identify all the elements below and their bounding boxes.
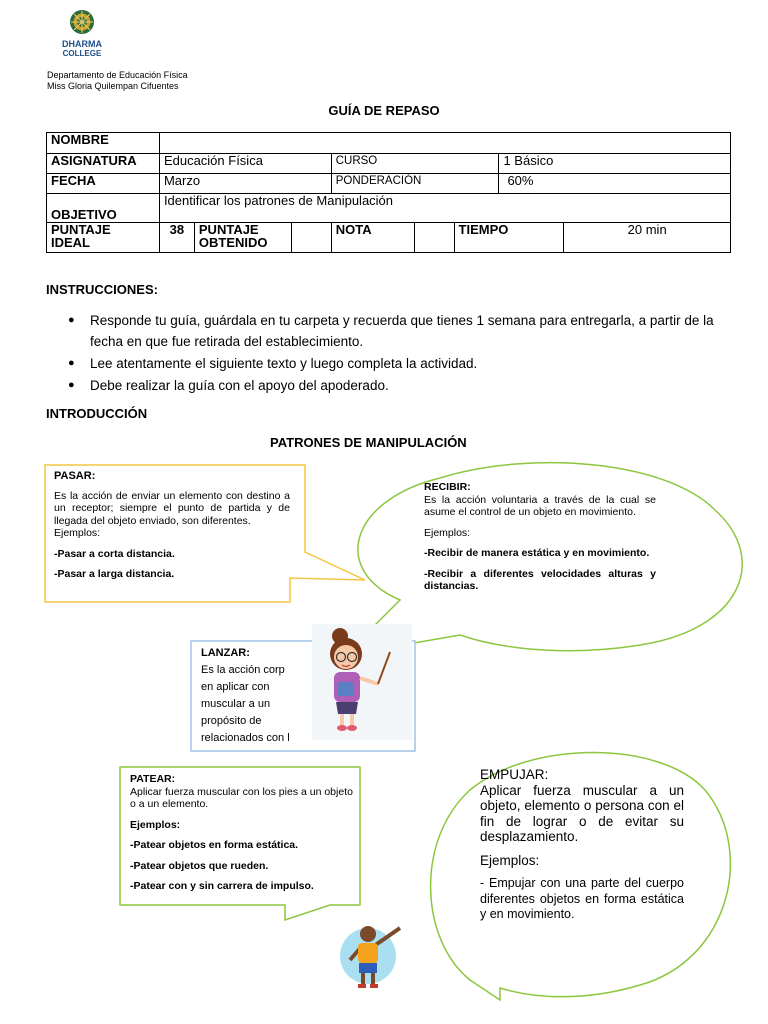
puntaje-obtenido-field[interactable]: [291, 223, 331, 253]
instructions-list: [68, 310, 728, 397]
nota-label: NOTA: [331, 223, 414, 253]
nombre-label: NOMBRE: [47, 133, 160, 154]
boy-illustration-icon: [338, 920, 410, 992]
info-table: [46, 132, 731, 253]
recibir-content: [424, 481, 656, 593]
nota-field[interactable]: [414, 223, 454, 253]
puntaje-obtenido-label-line1: PUNTAJE: [198, 222, 259, 237]
instruction-item: ● Lee atentamente el siguiente texto y luego completa la actividad.: [68, 353, 728, 374]
puntaje-ideal-label-line2: IDEAL: [51, 235, 90, 250]
asignatura-label: ASIGNATURA: [47, 154, 160, 174]
pasar-text: Es la acción de enviar un elemento con destino a un receptor; siempre el punto de partida y de llegada del objeto enviado, son diferentes.: [54, 489, 290, 527]
tiempo-value: 20 min: [564, 223, 731, 253]
patear-example-3: -Patear con y sin carrera de impulso.: [130, 880, 314, 892]
objetivo-value: Identificar los patrones de Manipulación: [159, 194, 730, 223]
recibir-examples-label: Ejemplos:: [424, 526, 471, 539]
lanzar-content: [201, 645, 321, 747]
bullet-icon: ●: [68, 314, 75, 326]
bullet-icon: ●: [68, 379, 75, 391]
lanzar-line-5: relacionados con l: [201, 732, 290, 744]
lanzar-line-1: Es la acción corp: [201, 664, 285, 676]
patear-content: [130, 773, 354, 893]
patear-example-1: -Patear objetos en forma estática.: [130, 839, 299, 851]
page-title: GUÍA DE REPASO: [328, 103, 440, 118]
tiempo-label: TIEMPO: [454, 223, 564, 253]
department-name: Departamento de Educación Física: [47, 70, 188, 80]
empujar-text: Aplicar fuerza muscular a un objeto, elemento o persona con el fin de lograr o de evitar su desplazamiento.: [480, 782, 684, 844]
teacher-illustration-icon: [312, 624, 412, 740]
nombre-field[interactable]: [159, 133, 730, 154]
patear-text: Aplicar fuerza muscular con los pies a un objeto o a un elemento.: [130, 785, 353, 810]
pasar-example-2: -Pasar a larga distancia.: [54, 568, 175, 580]
section-title: PATRONES DE MANIPULACIÓN: [270, 435, 467, 450]
pasar-content: [54, 470, 290, 581]
school-logo: [58, 8, 106, 60]
logo-text-dharma: DHARMA: [62, 39, 102, 49]
empujar-content: [480, 767, 684, 923]
empujar-example-1: - Empujar con una parte del cuerpo diferentes objetos en forma estática y en movimiento.: [480, 876, 684, 921]
puntaje-ideal-value: 38: [159, 223, 194, 253]
patear-example-2: -Patear objetos que rueden.: [130, 859, 269, 872]
instruction-item: ● Debe realizar la guía con el apoyo del apoderado.: [68, 375, 728, 396]
lanzar-line-2: en aplicar con: [201, 681, 270, 693]
instruction-item: ● Responde tu guía, guárdala en tu carpeta y recuerda que tienes 1 semana para entregarla, a partir de la fecha en que fue retirada del establecimiento.: [68, 310, 728, 352]
fecha-value: Marzo: [159, 174, 331, 194]
empujar-title: EMPUJAR:: [480, 767, 549, 782]
curso-label: CURSO: [331, 154, 499, 174]
pasar-title: PASAR:: [54, 470, 96, 482]
lanzar-line-4: propósito de: [201, 715, 262, 727]
puntaje-ideal-label: [47, 223, 160, 253]
logo-text-college: COLLEGE: [62, 49, 102, 58]
ponderacion-label: PONDERACIÓN: [331, 174, 499, 194]
asignatura-value: Educación Física: [159, 154, 331, 174]
recibir-example-1: -Recibir de manera estática y en movimiento.: [424, 547, 650, 559]
puntaje-obtenido-label-line2: OBTENIDO: [198, 235, 268, 250]
patear-examples-label: Ejemplos:: [130, 818, 181, 831]
bullet-icon: ●: [68, 357, 75, 369]
instructions-heading: INSTRUCCIONES:: [46, 282, 158, 297]
logo-emblem-icon: [58, 8, 106, 60]
lanzar-title: LANZAR:: [201, 647, 250, 659]
empujar-examples-label: Ejemplos:: [480, 852, 540, 868]
recibir-example-2: -Recibir a diferentes velocidades alturas y distancias.: [424, 567, 656, 592]
introduction-heading: INTRODUCCIÓN: [46, 406, 148, 421]
puntaje-obtenido-label: [194, 223, 291, 253]
objetivo-label: OBJETIVO: [47, 194, 160, 223]
puntaje-ideal-label-line1: PUNTAJE: [51, 222, 111, 237]
header-info: [47, 70, 188, 92]
teacher-name: Miss Gloria Quilempan Cifuentes: [47, 81, 179, 91]
pasar-example-1: -Pasar a corta distancia.: [54, 547, 175, 560]
patear-title: PATEAR:: [130, 773, 176, 785]
fecha-label: FECHA: [47, 174, 160, 194]
curso-value: 1 Básico: [499, 154, 731, 174]
pasar-examples-label: Ejemplos:: [54, 527, 101, 539]
lanzar-line-3: muscular a un: [201, 698, 271, 710]
ponderacion-value: 60%: [499, 174, 731, 194]
recibir-title: RECIBIR:: [424, 481, 471, 493]
recibir-text: Es la acción voluntaria a través de la cual se asume el control de un objeto en movimiento.: [424, 493, 656, 518]
